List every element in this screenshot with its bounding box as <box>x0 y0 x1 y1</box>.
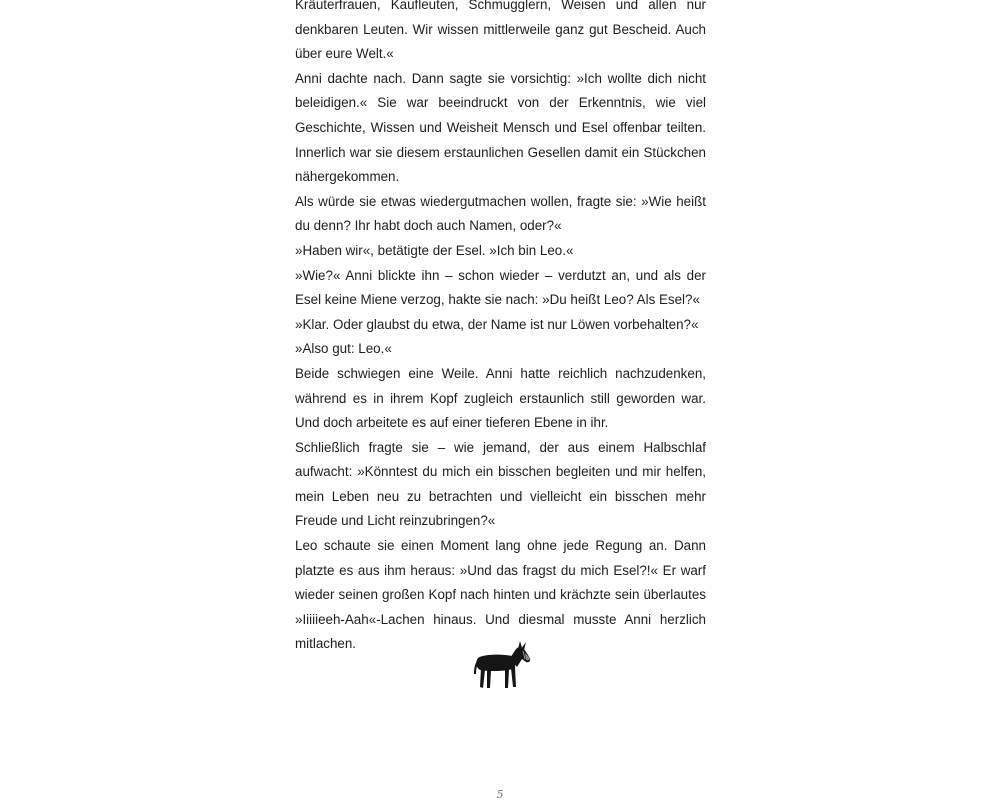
paragraph: Als würde sie etwas wiedergutmachen wollen, fragte sie: »Wie heißt du denn? Ihr habt doch auch Namen, oder?« <box>295 193 706 234</box>
donkey-icon <box>472 640 534 692</box>
paragraph: »Klar. Oder glaubst du etwa, der Name ist nur Löwen vorbehalten?« <box>295 316 699 332</box>
paragraph: Anni dachte nach. Dann sagte sie vorsichtig: »Ich wollte dich nicht beleidigen.« Sie war beeindruckt von der Erkenntnis, wie viel Geschichte, Wissen und Weisheit Mensch und Esel offenbar teilten. Innerlich war sie diesem erstaunlichen Gesellen damit ein Stückchen nähergekommen. <box>295 70 706 185</box>
paragraph: Beide schwiegen eine Weile. Anni hatte reichlich nachzudenken, während es in ihrem Kopf zugleich erstaunlich still geworden war. Und doch arbeitete es auf einer tieferen Ebene in ihr. <box>295 365 706 431</box>
paragraph: Kräuterfrauen, Kaufleuten, Schmugglern, Weisen und allen nur denkbaren Leuten. Wir wissen mittlerweile ganz gut Bescheid. Auch über eure Welt.« <box>295 0 706 62</box>
body-text <box>295 0 706 657</box>
paragraph: »Also gut: Leo.« <box>295 341 392 357</box>
page-number: 5 <box>496 788 504 801</box>
paragraph: »Wie?« Anni blickte ihn – schon wieder – verdutzt an, und als der Esel keine Miene verzog, hakte sie nach: »Du heißt Leo? Als Esel?« <box>295 267 706 308</box>
paragraph: »Haben wir«, betätigte der Esel. »Ich bin Leo.« <box>295 242 574 258</box>
paragraph: Leo schaute sie einen Moment lang ohne jede Regung an. Dann platzte es aus ihm heraus: »Und das fragst du mich Esel?!« Er warf wieder seinen großen Kopf nach hinten und krächzte sein überlautes »Iiiiieeh-Aah«-Lachen hinaus. Und diesmal musste Anni herzlich mitlachen. <box>295 538 706 652</box>
paragraph: Schließlich fragte sie – wie jemand, der aus einem Halbschlaf aufwacht: »Könntest du mich ein bisschen begleiten und mir helfen, mein Leben neu zu betrachten und vielleicht ein bisschen mehr Freude und Licht reinzubringen?« <box>295 439 706 529</box>
